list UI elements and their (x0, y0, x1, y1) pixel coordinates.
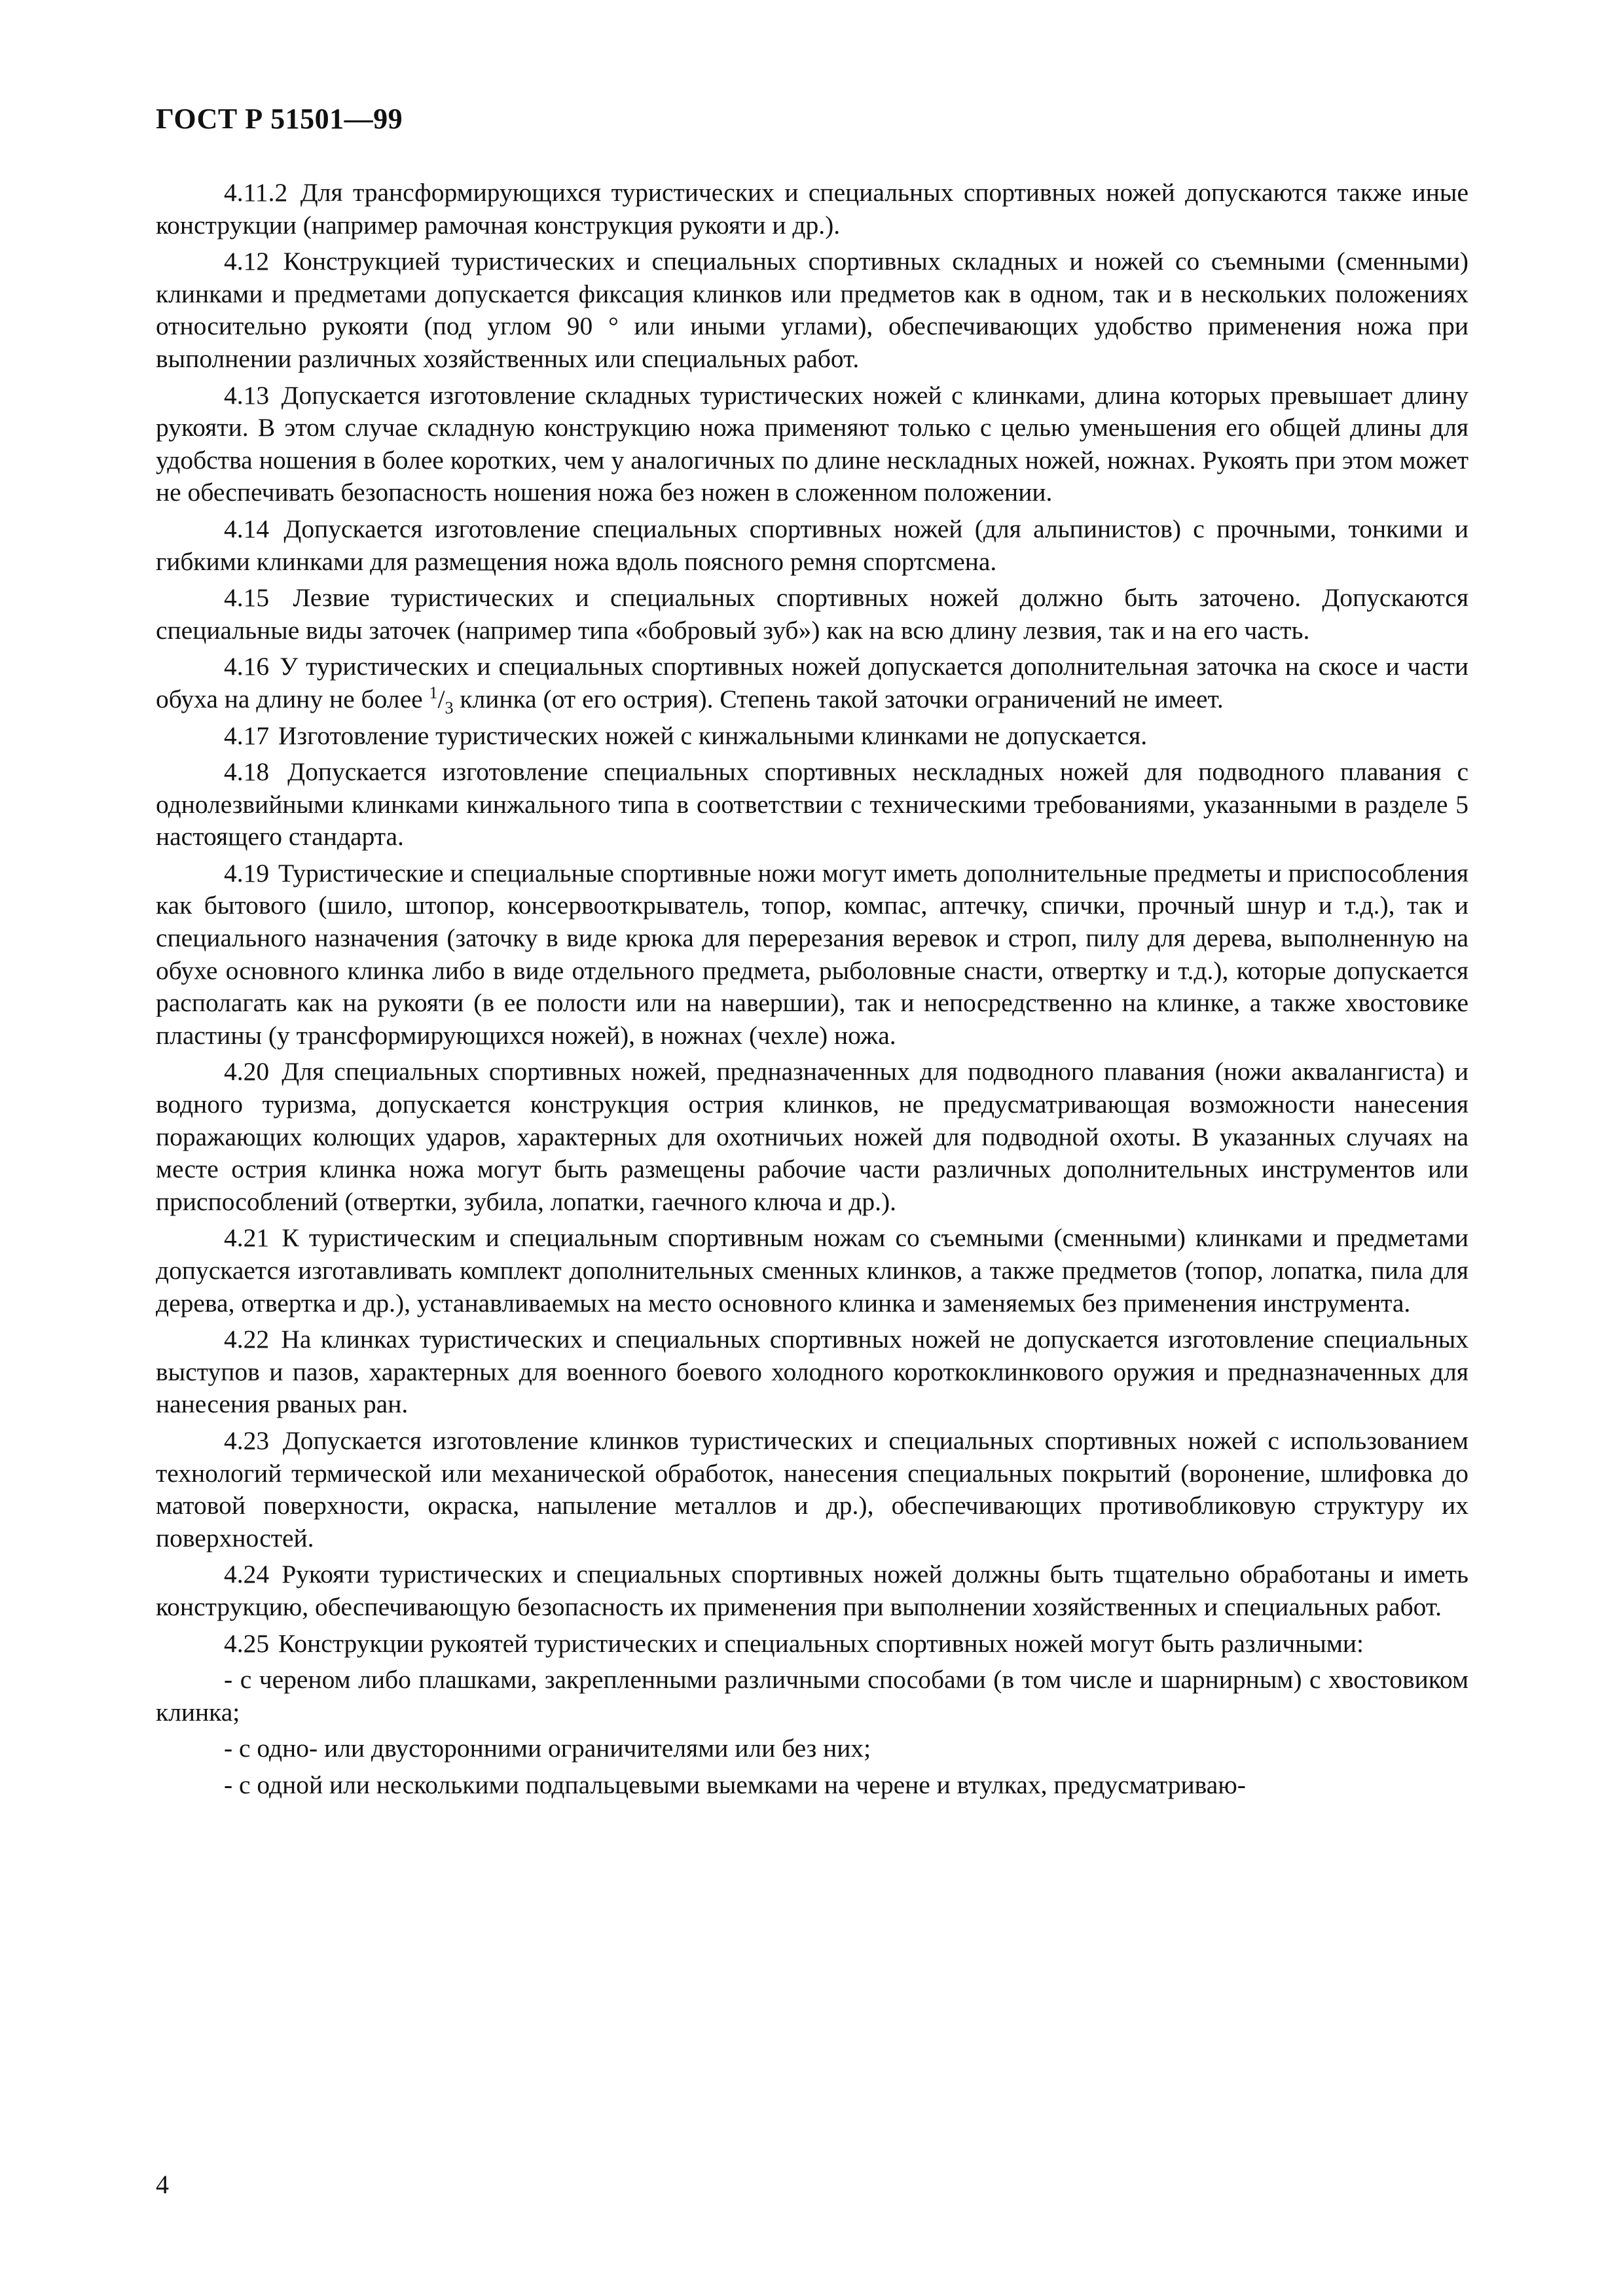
paragraph-text: Допускается изготовление специальных спортивных ножей (для альпинистов) с прочными, тонкими и гибкими клинками для размещения ножа вдоль поясного ремня спортсмена. (156, 514, 1468, 576)
paragraph-number: 4.12 (224, 247, 270, 276)
paragraph-text: Для трансформирующихся туристических и специальных спортивных ножей допускаются также иные конструкции (например рамочная конструкция рукояти и др.). (156, 178, 1468, 240)
paragraph-text-before: У туристических и специальных спортивных ножей допускается дополнительная заточка на скосе и части обуха на длину не более (156, 652, 1469, 713)
paragraph-4-21 (156, 1222, 1468, 1319)
paragraph-4-17 (156, 720, 1468, 753)
fraction-denominator: 3 (445, 698, 454, 717)
paragraph-text: Конструкции рукоятей туристических и специальных спортивных ножей могут быть различными: (278, 1628, 1364, 1658)
paragraph-4-20 (156, 1056, 1468, 1218)
list-item: - с одно- или двусторонними ограничителями или без них; (224, 1734, 871, 1763)
paragraph-4-18 (156, 756, 1468, 853)
paragraph-text: Для специальных спортивных ножей, предназначенных для подводного плавания (ножи аквалангиста) и водного туризма, допускается конструкция острия клинков, не предусматривающая возможности нанесения поражающих колющих ударов, характерных для охотничьих ножей для подводной охоты. В указанных случаях на месте острия клинка ножа могут быть размещены рабочие части различных дополнительных инструментов или приспособлений (отвертки, зубила, лопатки, гаечного ключа и др.). (156, 1057, 1468, 1216)
paragraph-4-24 (156, 1558, 1468, 1623)
paragraph-4-16 (156, 651, 1468, 715)
fraction-numerator: 1 (429, 683, 438, 702)
paragraph-number: 4.24 (224, 1560, 270, 1589)
paragraph-number: 4.14 (224, 514, 270, 543)
paragraph-text: На клинках туристических и специальных спортивных ножей не допускается изготовление специальных выступов и пазов, характерных для военного боевого холодного короткоклинкового оружия и предназначенных для нанесения рваных ран. (156, 1325, 1468, 1419)
paragraph-text: Конструкцией туристических и специальных спортивных складных и ножей со съемными (сменными) клинками и предметами допускается фиксация клинков или предметов как в одном, так и в нескольких положениях относительно рукояти (под углом 90 ° или иными углами), обеспечивающих удобство применения ножа при выполнении различных хозяйственных или специальных работ. (156, 247, 1469, 373)
document-code-header: ГОСТ Р 51501—99 (156, 103, 403, 135)
paragraph-4-15 (156, 582, 1468, 647)
paragraph-number: 4.19 (224, 858, 270, 888)
paragraph-text: Допускается изготовление складных туристических ножей с клинками, длина которых превышает длину рукояти. В этом случае складную конструкцию ножа применяют только с целью уменьшения его общей длины для удобства ношения в более коротких, чем у аналогичных по длине нескладных ножей, ножнах. Рукоять при этом может не обеспечивать безопасность ношения ножа без ножен в сложенном положении. (156, 380, 1468, 507)
paragraph-4-11-2 (156, 177, 1468, 242)
paragraph-text: Лезвие туристических и специальных спортивных ножей должно быть заточено. Допускаются специальные виды заточек (например типа «бобровый зуб») как на всю длину лезвия, так и на его часть. (156, 583, 1469, 645)
paragraph-number: 4.17 (224, 721, 270, 750)
paragraph-number: 4.25 (224, 1628, 270, 1658)
paragraph-number: 4.13 (224, 380, 270, 410)
paragraph-4-22 (156, 1323, 1468, 1421)
paragraph-4-23 (156, 1425, 1468, 1554)
paragraph-text: Рукояти туристических и специальных спортивных ножей должны быть тщательно обработаны и иметь конструкцию, обеспечивающую безопасность их применения при выполнении хозяйственных и специальных работ. (156, 1560, 1468, 1621)
list-item: - с череном либо плашками, закрепленными различными способами (в том числе и шарнирным) с хвостовиком клинка; (156, 1665, 1468, 1727)
paragraph-number: 4.20 (224, 1057, 270, 1086)
paragraph-text-after: клинка (от его острия). Степень такой заточки ограничений не имеет. (453, 684, 1224, 713)
paragraph-text: Изготовление туристических ножей с кинжальными клинками не допускается. (278, 721, 1148, 750)
paragraph-4-13 (156, 380, 1468, 509)
paragraph-text: Допускается изготовление клинков туристических и специальных спортивных ножей с использованием технологий термической или механической обработок, нанесения специальных покрытий (воронение, шлифовка до матовой поверхности, окраска, напыление металлов и др.), обеспечивающих противобликовую структуру их поверхностей. (156, 1426, 1468, 1552)
paragraph-4-19 (156, 857, 1468, 1052)
paragraph-number: 4.11.2 (224, 178, 288, 207)
paragraph-text: Туристические и специальные спортивные ножи могут иметь дополнительные предметы и приспособления как бытового (шило, штопор, консервооткрыватель, топор, компас, аптечку, спички, прочный шнур и т.д.), так и специального назначения (заточку в виде крюка для перерезания веревок и строп, пилу для дерева, выполненную на обухе основного клинка либо в виде отдельного предмета, рыболовные снасти, отвертку и т.д.), которые допускается располагать как на рукояти (в ее полости или на навершии), так и непосредственно на клинке, а также хвостовике пластины (у трансформирующихся ножей), в ножнах (чехле) ножа. (156, 858, 1468, 1050)
paragraph-4-25 (156, 1628, 1468, 1660)
paragraph-number: 4.18 (224, 757, 270, 787)
paragraph-text: Допускается изготовление специальных спортивных нескладных ножей для подводного плавания с однолезвийными клинками кинжального типа в соответствии с техническими требованиями, указанными в разделе 5 настоящего стандарта. (156, 757, 1469, 852)
paragraph-number: 4.16 (224, 652, 270, 681)
fraction-one-third: $^1/_3$ (429, 683, 454, 717)
page-number: 4 (156, 2170, 169, 2199)
paragraph-4-14 (156, 513, 1468, 578)
paragraph-number: 4.15 (224, 583, 270, 613)
paragraph-number: 4.21 (224, 1223, 270, 1253)
paragraph-number: 4.23 (224, 1426, 270, 1455)
list-item: - с одной или несколькими подпальцевыми выемками на черене и втулках, предусматриваю- (224, 1770, 1246, 1799)
paragraph-4-12 (156, 245, 1468, 375)
paragraph-text: К туристическим и специальным спортивным ножам со съемными (сменными) клинками и предметами допускается изготавливать комплект дополнительных сменных клинков, а также предметов (топор, лопатка, пила для дерева, отвертка и др.), устанавливаемых на место основного клинка и заменяемых без применения инструмента. (156, 1223, 1468, 1318)
paragraph-number: 4.22 (224, 1325, 270, 1354)
document-body (156, 177, 1468, 1806)
